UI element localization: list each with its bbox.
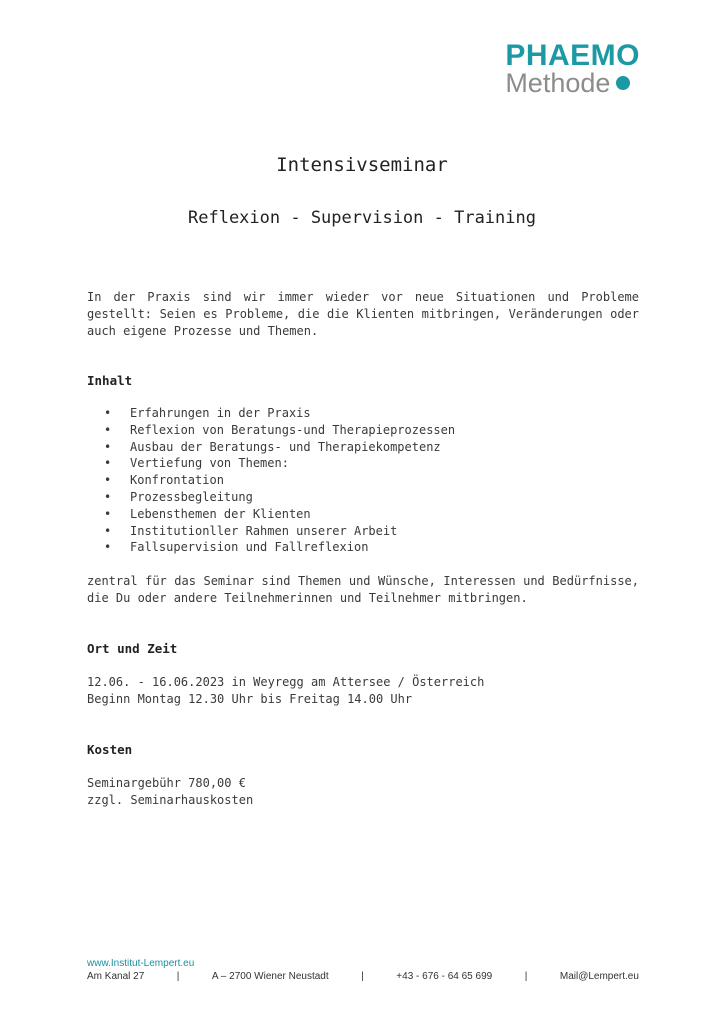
seminar-fee: Seminargebühr 780,00 € bbox=[87, 776, 246, 790]
section-heading-ort-zeit: Ort und Zeit bbox=[87, 641, 178, 656]
list-item: • Prozessbegleitung bbox=[104, 489, 455, 506]
footer-contact-row bbox=[87, 970, 639, 984]
document-subtitle: Reflexion - Supervision - Training bbox=[188, 208, 536, 228]
list-item: • Vertiefung von Themen: bbox=[104, 455, 455, 472]
list-item: • Fallsupervision und Fallreflexion bbox=[104, 539, 455, 556]
logo-wordmark-phaemo: PHAEMO bbox=[505, 39, 640, 72]
footer-email-link[interactable]: Mail@Lempert.eu bbox=[559, 971, 639, 982]
outro-paragraph: zentral für das Seminar sind Themen und Wünsche, Interessen und Bedürfnisse, die Du oder andere Teilnehmerinnen und Teilnehmer mitbringen. bbox=[87, 574, 639, 605]
intro-paragraph: In der Praxis sind wir immer wieder vor neue Situationen und Probleme gestellt: Seien es Probleme, die die Klienten mitbringen, Veränderungen oder auch eigene Prozesse und Themen. bbox=[87, 290, 639, 338]
logo-wordmark-methode: Methode bbox=[505, 68, 611, 98]
document-title: Intensivseminar bbox=[276, 154, 448, 176]
list-item: • Erfahrungen in der Praxis bbox=[104, 405, 455, 422]
footer-separator: | bbox=[524, 971, 528, 982]
footer-phone: +43 - 676 - 64 65 699 bbox=[396, 971, 493, 982]
content-list bbox=[104, 405, 455, 556]
footer-separator: | bbox=[361, 971, 364, 982]
list-item: • Institutionller Rahmen unserer Arbeit bbox=[104, 523, 455, 540]
footer-address: Am Kanal 27 bbox=[87, 971, 145, 982]
list-item: • Reflexion von Beratungs-und Therapieprozessen bbox=[104, 422, 455, 439]
logo-dot-icon bbox=[616, 76, 630, 90]
ort-zeit-times: Beginn Montag 12.30 Uhr bis Freitag 14.00 Uhr bbox=[87, 692, 413, 706]
footer-separator: | bbox=[176, 971, 180, 982]
list-item: • Konfrontation bbox=[104, 472, 455, 489]
kosten-details bbox=[87, 775, 639, 809]
seminar-house-costs: zzgl. Seminarhauskosten bbox=[87, 793, 254, 807]
section-heading-kosten: Kosten bbox=[87, 742, 133, 757]
footer-city: A – 2700 Wiener Neustadt bbox=[211, 971, 329, 982]
phaemo-logo bbox=[505, 39, 640, 98]
list-item: • Ausbau der Beratungs- und Therapiekompetenz bbox=[104, 439, 455, 456]
list-item: • Lebensthemen der Klienten bbox=[104, 506, 455, 523]
footer bbox=[87, 958, 639, 984]
section-heading-inhalt: Inhalt bbox=[87, 373, 133, 388]
footer-website-link[interactable]: www.Institut-Lempert.eu bbox=[87, 958, 195, 969]
ort-zeit-details bbox=[87, 674, 639, 708]
ort-zeit-dates: 12.06. - 16.06.2023 in Weyregg am Attersee / Österreich bbox=[87, 675, 485, 689]
logo-wordmark-methode-row bbox=[505, 70, 640, 96]
